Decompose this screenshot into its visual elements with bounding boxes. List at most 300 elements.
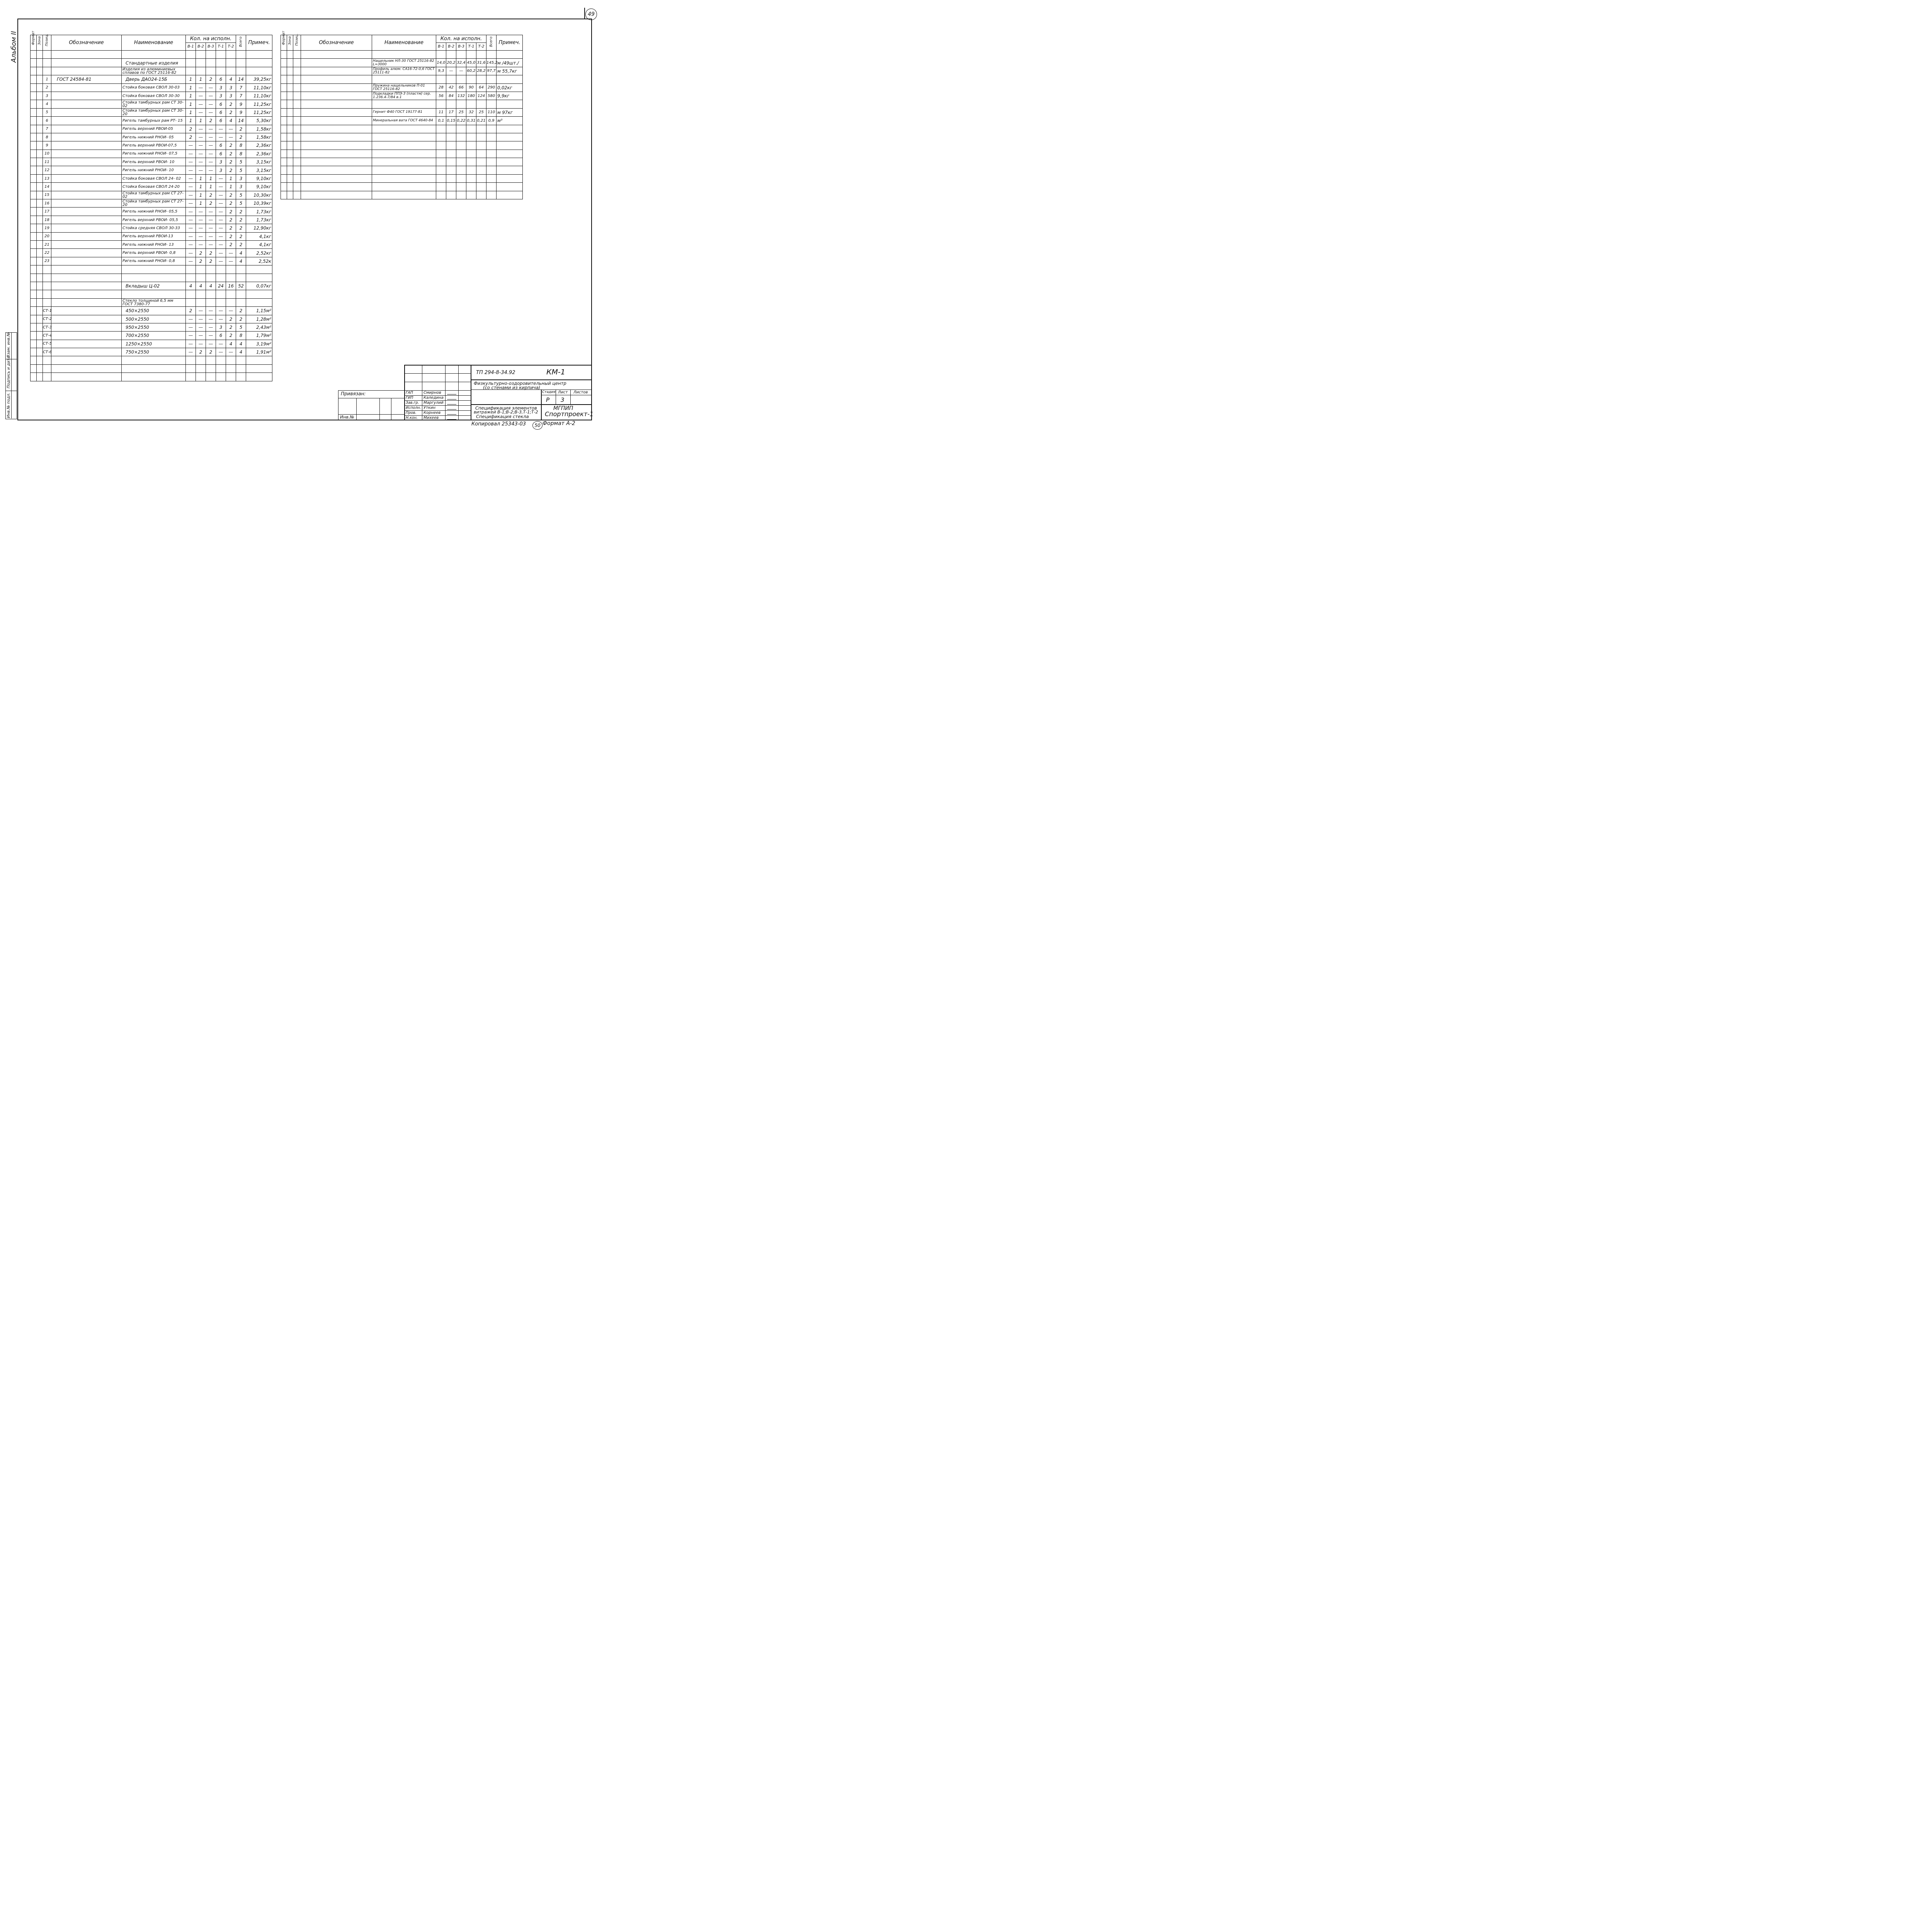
cell-format: [281, 141, 287, 150]
cell-name: [372, 191, 436, 199]
cell-qty: 6: [216, 100, 226, 108]
cell-name: Стойка тамбурных рам СТ 30-20: [122, 108, 186, 116]
cell-name: Пружина нащельников П-01 ГОСТ 25116-82: [372, 83, 436, 92]
cell-pos: [293, 191, 301, 199]
cell-format: [31, 332, 37, 340]
cell-name: [122, 265, 186, 274]
cell-designation: [301, 174, 372, 182]
cell-qty: 0,1: [436, 117, 446, 125]
table-row: [31, 207, 272, 216]
cell-qty: 2: [206, 257, 216, 265]
table-row: [31, 133, 272, 141]
table-row: [31, 83, 272, 92]
cell-note: 2,36кг: [246, 141, 272, 150]
cell-qty: 2: [186, 307, 196, 315]
cell-format: [281, 108, 287, 116]
cell-zone: [37, 265, 43, 274]
cell-format: [31, 274, 37, 282]
cell-qty: [446, 150, 456, 158]
cell-qty: 1: [206, 174, 216, 182]
cell-name: Стойка средняя СВОЛ 30-33: [122, 224, 186, 232]
right-header-qty-b2: В-2: [446, 43, 456, 51]
cell-qty: 1: [186, 108, 196, 116]
cell-qty: 2: [226, 224, 236, 232]
cell-format: [31, 224, 37, 232]
cell-designation: [51, 133, 122, 141]
cell-qty: —: [206, 340, 216, 348]
cell-qty: —: [456, 67, 466, 75]
cell-qty: [186, 274, 196, 282]
table-row: [281, 133, 523, 141]
cell-note: 2,36кг: [246, 150, 272, 158]
cell-format: [31, 298, 37, 306]
cell-zone: [37, 249, 43, 257]
cell-note: 12,90кг: [246, 224, 272, 232]
tb-role: Н.кон.: [406, 416, 418, 420]
cell-qty: —: [196, 166, 206, 174]
cell-qty: [436, 191, 446, 199]
cell-total: 8: [236, 141, 246, 150]
cell-format: [31, 158, 37, 166]
cell-total: [236, 274, 246, 282]
cell-qty: [476, 75, 486, 83]
cell-total: 8: [236, 332, 246, 340]
cell-qty: 3: [216, 158, 226, 166]
cell-qty: [186, 265, 196, 274]
cell-note: 2,52к: [246, 257, 272, 265]
cell-total: 4: [236, 249, 246, 257]
cell-pos: 10: [43, 150, 51, 158]
cell-note: [497, 100, 523, 108]
cell-pos: СТ-3: [43, 323, 51, 331]
cell-qty: 2: [226, 141, 236, 150]
cell-zone: [37, 100, 43, 108]
cell-note: 1,73кг: [246, 207, 272, 216]
cell-name: [122, 373, 186, 381]
tb-person-name: Смирнов: [423, 391, 441, 395]
cell-qty: [436, 150, 446, 158]
cell-designation: [301, 141, 372, 150]
cell-name: Стойка тамбурных рам СТ 27- 20: [122, 199, 186, 207]
cell-qty: [186, 373, 196, 381]
cell-pos: [293, 51, 301, 59]
copy-number: [532, 421, 543, 430]
cell-pos: 6: [43, 117, 51, 125]
cell-qty: [446, 183, 456, 191]
cell-qty: 2: [226, 207, 236, 216]
cell-qty: 2: [226, 332, 236, 340]
cell-qty: —: [226, 133, 236, 141]
table-row: [31, 117, 272, 125]
cell-zone: [287, 174, 293, 182]
table-row: [31, 249, 272, 257]
strip-divider-vert: [11, 333, 12, 418]
cell-note: [246, 356, 272, 364]
cell-note: [497, 158, 523, 166]
cell-format: [31, 356, 37, 364]
cell-qty: [206, 274, 216, 282]
cell-zone: [37, 191, 43, 199]
tb-role: Зав.гр.: [406, 401, 419, 405]
cell-qty: 90: [466, 83, 476, 92]
cell-name: Ригель верхний РВОИ- 0,8: [122, 249, 186, 257]
cell-note: 11,25кг: [246, 100, 272, 108]
cell-zone: [37, 364, 43, 372]
cell-qty: —: [196, 133, 206, 141]
cell-qty: [226, 265, 236, 274]
cell-pos: [293, 158, 301, 166]
cell-name: Минеральная вата ГОСТ 4640-84: [372, 117, 436, 125]
header-qty-t2: Т-2: [226, 43, 236, 51]
cell-qty: 1: [226, 183, 236, 191]
cell-name: [372, 158, 436, 166]
cell-name: Стойка тамбурных рам СТ 30-02: [122, 100, 186, 108]
sheet-badge-number: 49: [588, 11, 595, 17]
cell-designation: [51, 207, 122, 216]
cell-format: [31, 141, 37, 150]
cell-pos: [43, 274, 51, 282]
cell-qty: [466, 183, 476, 191]
cell-total: [486, 183, 497, 191]
cell-zone: [37, 207, 43, 216]
cell-total: 2: [236, 216, 246, 224]
cell-zone: [37, 133, 43, 141]
cell-zone: [287, 133, 293, 141]
cell-zone: [37, 92, 43, 100]
cell-qty: [186, 51, 196, 59]
cell-total: [236, 51, 246, 59]
cell-qty: —: [206, 224, 216, 232]
cell-name: [122, 274, 186, 282]
table-row: [281, 191, 523, 199]
cell-qty: [196, 59, 206, 67]
tb-role: Пров.: [406, 411, 417, 415]
table-row: [31, 232, 272, 240]
cell-qty: [456, 141, 466, 150]
cell-pos: [43, 265, 51, 274]
cell-pos: 7: [43, 125, 51, 133]
cell-zone: [287, 141, 293, 150]
cell-qty: 1: [196, 199, 206, 207]
cell-pos: 17: [43, 207, 51, 216]
cell-zone: [37, 141, 43, 150]
tb-role: ГАП: [406, 391, 413, 395]
cell-name: 500×2550: [122, 315, 186, 323]
cell-designation: [51, 158, 122, 166]
cell-total: [486, 174, 497, 182]
cell-zone: [37, 183, 43, 191]
cell-qty: [196, 298, 206, 306]
cell-zone: [37, 298, 43, 306]
cell-qty: 2: [196, 348, 206, 356]
cell-format: [31, 75, 37, 83]
cell-qty: [446, 141, 456, 150]
cell-qty: —: [186, 150, 196, 158]
cell-format: [31, 183, 37, 191]
cell-designation: [301, 83, 372, 92]
right-header-designation: Обозначение: [301, 35, 372, 51]
cell-designation: [51, 100, 122, 108]
org-line-1: МГПИП: [553, 405, 573, 412]
cell-note: 1,91м²: [246, 348, 272, 356]
cell-qty: —: [216, 307, 226, 315]
cell-total: [236, 373, 246, 381]
cell-designation: [51, 257, 122, 265]
cell-qty: —: [206, 141, 216, 150]
cell-note: м 55,7кг: [497, 67, 523, 75]
cell-qty: 3: [216, 323, 226, 331]
right-header-qty-b3: В-3: [456, 43, 466, 51]
cell-qty: —: [206, 166, 216, 174]
cell-qty: 2: [206, 191, 216, 199]
cell-qty: —: [196, 307, 206, 315]
tied-hline-2: [338, 414, 405, 415]
cell-qty: [226, 59, 236, 67]
header-pos: Позиц.: [43, 35, 51, 51]
cell-pos: [43, 298, 51, 306]
cell-qty: —: [226, 348, 236, 356]
header-qty-b3: В-3: [206, 43, 216, 51]
cell-designation: [51, 356, 122, 364]
cell-qty: 6: [216, 108, 226, 116]
cell-qty: 60,2: [466, 67, 476, 75]
cell-total: [236, 59, 246, 67]
cell-note: 10,39кг: [246, 199, 272, 207]
cell-qty: —: [196, 125, 206, 133]
cell-format: [31, 100, 37, 108]
cell-qty: [226, 298, 236, 306]
cell-total: [486, 75, 497, 83]
cell-format: [31, 340, 37, 348]
cell-pos: 3: [43, 92, 51, 100]
cell-total: 2: [236, 207, 246, 216]
tb-hline-title: [471, 404, 592, 405]
cell-qty: —: [206, 232, 216, 240]
sheet-value: 3: [561, 396, 565, 403]
side-label-sign: Подпись и дата: [7, 356, 11, 388]
cell-total: [486, 191, 497, 199]
cell-qty: [206, 265, 216, 274]
table-row: [31, 257, 272, 265]
cell-qty: —: [216, 133, 226, 141]
cell-qty: —: [216, 216, 226, 224]
cell-qty: 2: [226, 240, 236, 248]
cell-qty: —: [206, 158, 216, 166]
cell-qty: [206, 364, 216, 372]
cell-zone: [287, 67, 293, 75]
cell-qty: 1: [206, 183, 216, 191]
cell-designation: [301, 100, 372, 108]
table-row: [31, 282, 272, 290]
project-line-1: Физкультурно-оздоровительный центр: [474, 381, 566, 386]
cell-format: [281, 183, 287, 191]
cell-format: [31, 216, 37, 224]
cell-qty: —: [196, 92, 206, 100]
cell-format: [281, 83, 287, 92]
cell-qty: [446, 191, 456, 199]
cell-qty: —: [216, 191, 226, 199]
cell-zone: [37, 332, 43, 340]
table-row: [31, 108, 272, 116]
cell-pos: [293, 133, 301, 141]
table-row: [31, 150, 272, 158]
cell-total: 3: [236, 174, 246, 182]
cell-designation: [51, 298, 122, 306]
cell-pos: СТ-5: [43, 340, 51, 348]
cell-qty: —: [186, 315, 196, 323]
cell-designation: [51, 191, 122, 199]
cell-zone: [37, 125, 43, 133]
cell-format: [281, 75, 287, 83]
cell-designation: [51, 183, 122, 191]
right-header-format: Формат: [281, 35, 287, 51]
cell-qty: [226, 67, 236, 75]
cell-pos: 11: [43, 158, 51, 166]
cell-designation: [51, 108, 122, 116]
cell-total: 4: [236, 340, 246, 348]
cell-qty: —: [216, 183, 226, 191]
cell-total: 2: [236, 133, 246, 141]
cell-qty: [446, 158, 456, 166]
table-row: [281, 75, 523, 83]
cell-designation: [51, 315, 122, 323]
right-header-note: Примеч.: [497, 35, 523, 51]
cell-qty: —: [186, 332, 196, 340]
cell-qty: 1: [186, 92, 196, 100]
cell-qty: 2: [226, 150, 236, 158]
cell-total: 2: [236, 224, 246, 232]
cell-qty: —: [216, 199, 226, 207]
cell-designation: [51, 249, 122, 257]
table-row: [31, 183, 272, 191]
cell-name: 1250×2550: [122, 340, 186, 348]
cell-qty: 6: [216, 332, 226, 340]
cell-designation: ГОСТ 24584-81: [51, 75, 122, 83]
cell-qty: [196, 67, 206, 75]
cell-qty: —: [196, 207, 206, 216]
cell-format: [31, 282, 37, 290]
cell-name: Изделия из алюминиевых сплавов по ГОСТ 25116-82: [122, 67, 186, 75]
cell-zone: [37, 166, 43, 174]
cell-format: [31, 51, 37, 59]
cell-name: Ригель нижний РНОИ- 10: [122, 166, 186, 174]
cell-total: [236, 265, 246, 274]
cell-qty: 1: [196, 117, 206, 125]
signature: [447, 403, 457, 405]
cell-designation: [301, 166, 372, 174]
cell-zone: [37, 67, 43, 75]
cell-format: [31, 108, 37, 116]
tb-hline-1: [404, 373, 471, 374]
cell-name: 950×2550: [122, 323, 186, 331]
left-spec-table: [30, 31, 272, 381]
cell-designation: [51, 274, 122, 282]
cell-total: 0,9: [486, 117, 497, 125]
left-table-body: [31, 51, 272, 381]
cell-pos: 15: [43, 191, 51, 199]
cell-pos: [43, 59, 51, 67]
sheets-label: Листов: [573, 390, 588, 395]
cell-format: [31, 249, 37, 257]
cell-total: 4: [236, 348, 246, 356]
cell-name: Ригель верхний РВОИ-07,5: [122, 141, 186, 150]
header-qty-t1: Т-1: [216, 43, 226, 51]
cell-note: 5,30кг: [246, 117, 272, 125]
table-row: [31, 307, 272, 315]
cell-note: [497, 125, 523, 133]
cell-designation: [301, 125, 372, 133]
cell-zone: [37, 348, 43, 356]
cell-qty: [196, 290, 206, 298]
cell-total: 110: [486, 108, 497, 116]
table-row: [31, 92, 272, 100]
cell-format: [281, 166, 287, 174]
cell-pos: 9: [43, 141, 51, 150]
cell-designation: [51, 340, 122, 348]
cell-zone: [37, 59, 43, 67]
cell-pos: 16: [43, 199, 51, 207]
table-row: [31, 216, 272, 224]
cell-qty: —: [206, 240, 216, 248]
table-row: [31, 59, 272, 67]
cell-qty: 32: [466, 108, 476, 116]
table-row: [281, 67, 523, 75]
table-row: [31, 141, 272, 150]
cell-zone: [287, 59, 293, 67]
cell-qty: —: [216, 125, 226, 133]
cell-qty: —: [206, 125, 216, 133]
cell-name: Дверь ДАО24-15Б: [122, 75, 186, 83]
cell-note: [246, 298, 272, 306]
cell-qty: [466, 150, 476, 158]
cell-total: 7: [236, 92, 246, 100]
table-row: [31, 191, 272, 199]
cell-zone: [37, 373, 43, 381]
stage-label: Стадия: [542, 390, 556, 394]
cell-qty: —: [196, 150, 206, 158]
cell-designation: [51, 265, 122, 274]
cell-qty: —: [196, 340, 206, 348]
cell-qty: —: [186, 191, 196, 199]
cell-qty: [226, 356, 236, 364]
cell-qty: —: [186, 158, 196, 166]
cell-zone: [37, 307, 43, 315]
cell-qty: [206, 59, 216, 67]
cell-qty: [186, 67, 196, 75]
cell-note: [497, 183, 523, 191]
cell-format: [31, 92, 37, 100]
cell-qty: —: [186, 240, 196, 248]
table-row: [31, 224, 272, 232]
cell-designation: [301, 150, 372, 158]
table-row: [31, 240, 272, 248]
cell-zone: [287, 150, 293, 158]
cell-qty: [216, 51, 226, 59]
cell-qty: [226, 274, 236, 282]
cell-note: 1,79м²: [246, 332, 272, 340]
cell-pos: 22: [43, 249, 51, 257]
cell-format: [31, 166, 37, 174]
table-row: [281, 141, 523, 150]
cell-note: 11,10кг: [246, 83, 272, 92]
cell-format: [281, 100, 287, 108]
cell-qty: —: [206, 216, 216, 224]
cell-format: [281, 125, 287, 133]
cell-qty: —: [186, 224, 196, 232]
cell-note: [246, 290, 272, 298]
cell-name: Подкладки ППЭ-3 (пластм) сер. 1.236.4-7/84 в.1: [372, 92, 436, 100]
cell-format: [31, 348, 37, 356]
